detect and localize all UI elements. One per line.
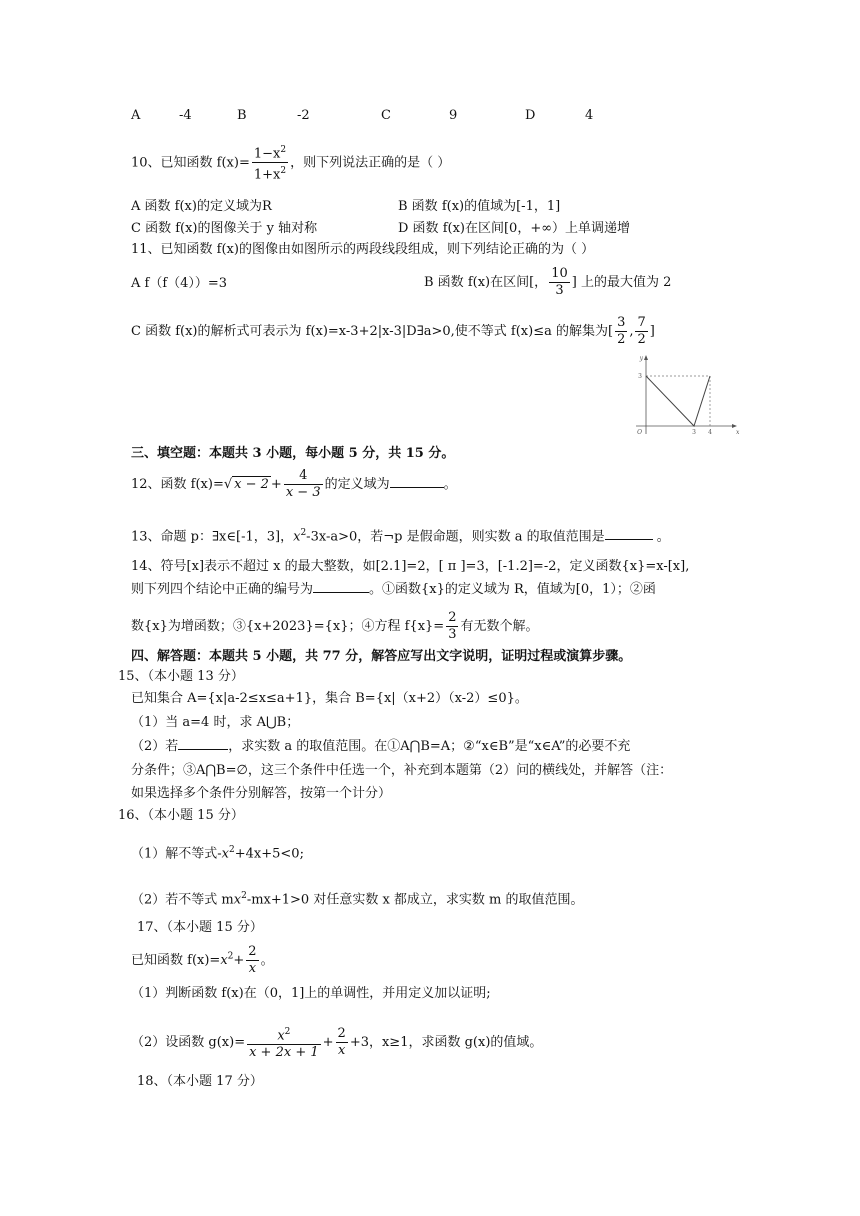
y-axis-arrow [644,355,648,360]
q11-option-cd [131,315,655,348]
q13-x: x [293,529,301,545]
q11-b-denominator: 3 [555,283,564,298]
q11-cd-den-2: 2 [637,332,646,347]
q11-cd-num-1: 3 [617,315,626,330]
q12-stem [131,468,457,501]
q9-option-d-value: 4 [585,108,594,123]
q17-part-2-fraction-2 [336,1026,348,1059]
q17-part-2-numerator: x [277,1028,285,1044]
q16-heading: 16、（本小题 15 分） [118,808,244,823]
q14-answer-blank[interactable] [313,592,369,593]
q10-option-d: D 函数 f(x)在区间[0，+∞）上单调递增 [398,221,631,236]
q17-line-1-end: 。 [260,953,274,968]
q16-part-1-post: +4x+5<0; [234,846,304,862]
q15-answer-blank[interactable] [178,749,228,750]
q10-fraction [252,142,288,184]
q16-part-2-post: -mx+1>0 对任意实数 x 都成立，求实数 m 的取值范围。 [246,892,584,908]
q11-option-b-fraction [549,266,570,299]
q11-option-cd-pre: C 函数 f(x)的解析式可表示为 f(x)=x-3+2|x-3|D∃a>0,使不等式 f(x)≤a 的解集为[ [131,324,614,339]
q17-part-2-plus: + [322,1035,334,1051]
q16-part-2 [131,886,584,910]
q10-den-exponent: 2 [280,166,287,177]
q10-stem-pre: 10、已知函数 f(x)= [131,155,250,171]
graph-x-tick-3: 3 [692,429,696,436]
q16-part-1-exponent: 2 [229,845,235,855]
q14-line-1: 14、符号[x]表示不超过 x 的最大整数，如[2.1]=2，[ π ]=3，[-1.2]=-2，定义函数{x}=x-[x], [131,559,690,574]
q9-option-b-label: B [237,108,247,123]
q12-plus: + [270,477,282,492]
q15-line-2: （1）当 a=4 时，求 A⋃B； [131,715,300,730]
q15-line-3-post: ，求实数 a 的取值范围。在①A⋂B=A；②“x∈B”是“x∈A”的必要不充 [228,739,631,754]
graph-y-label: y [639,355,643,362]
q17-line-1-plus: + [233,953,245,968]
q16-part-2-pre: （2）若不等式 m [131,892,234,908]
q14-line-2-post: 。①函数{x}的定义域为 R，值域为[0，1）；②函 [369,582,656,597]
q13-stem [131,523,670,547]
q17-part-2-pre: （2）设函数 g(x)= [131,1035,246,1051]
q14-line-2-pre: 则下列四个结论中正确的编号为 [131,582,314,597]
q9-option-c-value: 9 [449,108,458,123]
graph-y-tick-3: 3 [638,373,642,380]
q17-line-1-x: x [220,953,228,968]
q14-numerator: 2 [448,610,457,625]
q14-line-2 [131,580,656,600]
q10-stem-post: ，则下列说法正确的是（ ） [290,155,451,171]
q9-option-c-label: C [381,108,391,123]
q11-option-cd-post: ] [649,324,655,339]
q14-line-3-post: 有无数个解。 [460,619,539,634]
q10-option-c: C 函数 f(x)的图像关于 y 轴对称 [131,221,318,236]
q11-option-b-pre: B 函数 f(x)在区间[， [424,275,548,290]
q10-option-a: A 函数 f(x)的定义域为R [131,199,272,214]
q15-heading: 15、（本小题 13 分） [118,669,244,684]
section-4-heading: 四、解答题：本题共 5 小题，共 77 分，解答应写出文字说明，证明过程或演算步骤。 [131,649,632,664]
q11-option-a: A f（f（4））=3 [131,276,228,291]
q16-part-2-exponent: 2 [241,891,247,901]
q15-line-1: 已知集合 A={x|a-2≤x≤a+1}，集合 B={x|（x+2）（x-2）≤0}。 [131,691,528,706]
q17-part-2-num-exponent: 2 [284,1027,291,1037]
q16-part-1-pre: （1）解不等式- [131,846,222,862]
graph-x-label: x [736,429,740,436]
q14-line-3-pre: 数{x}为增函数；③{x+2023}={x}；④方程 f{x}= [131,619,445,634]
q10-option-b: B 函数 f(x)的值域为[-1，1] [398,199,561,214]
q9-option-b-value: -2 [297,108,310,123]
q11-cd-fraction-2 [635,315,647,348]
q14-fraction [446,610,458,643]
q11-stem: 11、已知函数 f(x)的图像由如图所示的两段线段组成，则下列结论正确的为（ ） [131,242,595,257]
q11-b-numerator: 10 [551,266,568,281]
q10-numerator: 1−x [253,146,281,162]
q14-denominator: 3 [448,627,457,642]
q14-line-3 [131,610,539,643]
q11-function-graph [618,352,740,438]
q16-part-1 [131,840,304,864]
q12-radicand: x − 2 [234,477,269,492]
sqrt-sign: √ [223,477,233,492]
q12-pre: 12、函数 f(x)= [131,477,224,492]
q13-end: 。 [652,529,670,545]
q17-line-1-exponent: 2 [227,951,234,962]
q11-cd-fraction-1 [615,315,627,348]
q17-part-2 [131,1024,542,1061]
graph-origin-label: O [637,429,642,436]
q17-part-2-denominator: x + 2x + 1 [249,1045,319,1061]
q15-line-3 [131,737,630,757]
q15-line-3-pre: （2）若 [131,739,179,754]
q9-option-d-label: D [525,108,536,123]
q11-cd-den-1: 2 [617,332,626,347]
x-axis-arrow [732,424,737,428]
q17-line-1-pre: 已知函数 f(x)= [131,953,221,968]
q11-cd-sep: , [629,324,634,339]
q18-heading: 18、（本小题 17 分） [137,1074,263,1089]
q17-part-2-denominator-2: x [338,1043,346,1059]
q17-heading: 17、（本小题 15 分） [137,920,263,935]
q17-part-2-post: +3，x≥1，求函数 g(x)的值域。 [349,1035,543,1051]
q11-option-b-post: ] 上的最大值为 2 [571,275,672,290]
q10-num-exponent: 2 [280,145,287,155]
q16-part-1-x: x [221,846,230,862]
q16-part-2-x: x [233,892,242,908]
graph-x-tick-4: 4 [708,429,712,436]
q10-denominator: 1+x [253,167,281,183]
q17-part-1: （1）判断函数 f(x)在（0，1]上的单调性，并用定义加以证明; [131,986,491,1001]
q9-option-a-value: -4 [179,108,192,123]
q12-numerator: 4 [284,468,323,485]
q13-exponent: 2 [300,528,307,538]
q12-post: 的定义域为 [324,477,390,492]
q13-post: -3x-a>0，若¬p 是假命题，则实数 a 的取值范围是 [306,529,605,545]
graph-segments [646,376,710,426]
q17-line-1-denominator: x [248,961,257,976]
section-3-heading: 三、填空题：本题共 3 小题，每小题 5 分，共 15 分。 [131,446,455,461]
q17-part-2-fraction-1 [247,1024,321,1061]
q12-fraction [284,468,323,501]
q15-line-5: 如果选择多个条件分别解答，按第一个计分） [131,786,392,801]
q11-cd-num-2: 7 [637,315,646,330]
q9-option-a-label: A [131,108,141,123]
q11-option-b [424,266,671,299]
q17-part-2-numerator-2: 2 [337,1026,346,1042]
q17-line-1-fraction [246,944,258,977]
q13-answer-blank[interactable] [605,539,653,540]
q12-answer-blank[interactable] [390,487,444,488]
q10-stem [131,142,450,184]
q13-pre: 13、命题 p：∃x∈[-1，3]， [131,529,294,545]
q12-end: 。 [443,477,457,492]
q12-denominator: x − 3 [285,485,321,500]
q17-line-1-numerator: 2 [248,944,257,959]
q15-line-4: 分条件；③A⋂B=∅，这三个条件中任选一个，补充到本题第（2）问的横线处，并解答（注： [131,763,673,778]
q17-line-1 [131,944,274,977]
